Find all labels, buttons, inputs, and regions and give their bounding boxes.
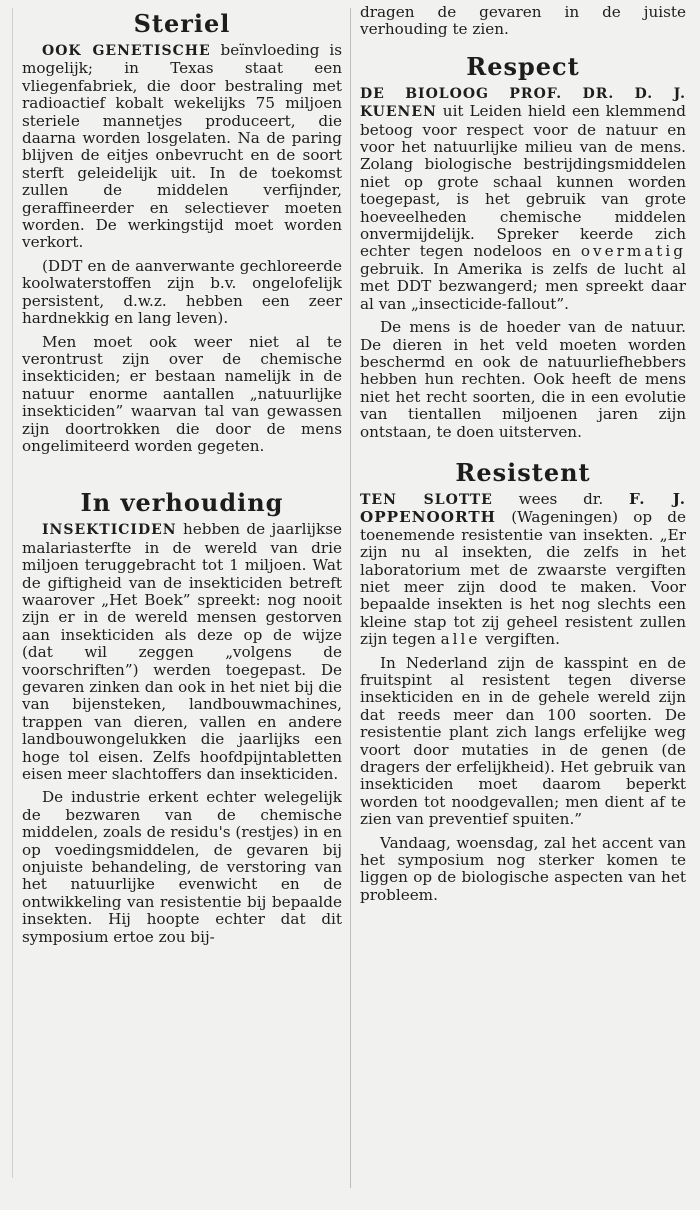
lead-words: TEN SLOTTE [360, 491, 493, 508]
paragraph-text: gebruik. In Amerika is zelfs de lucht al met DDT bezwangerd; men spreekt daar al van „insecticide-fallout”. [360, 259, 686, 313]
left-margin-rule [12, 8, 13, 1178]
article-paragraph [360, 491, 686, 649]
article-paragraph [360, 85, 686, 313]
paragraph-text: beïnvloeding is mogelijk; in Texas staat een vliegenfabriek, die door bestraling met radioactief kobalt wekelijks 75 miljoen steriele mannetjes produceert, die daarna worden losgelaten. Na de paring blijven de eitjes onbevrucht en de soort sterft geleidelijk uit. In de toekomst zullen de middelen verfijnder, geraffineerder en selectiever moeten worden. De werkingstijd moet worden verkort. [22, 41, 342, 252]
person-name: F. J. OPPENOORTH [360, 489, 687, 527]
article-paragraph: In Nederland zijn de kasspint en de fruitspint al resistent tegen diverse insekticiden en in de gehele wereld zijn dat reeds meer dan 100 soorten. De resistentie plant zich langs erfelijke weg voort door mutaties in de genen (de dragers der erfelijkheid). Het gebruik van insekticiden moet daarom beperkt worden tot noodgevallen; men dient af te zien van preventief spuiten.” [360, 653, 686, 829]
emphasized-word: alle [440, 630, 481, 649]
article-paragraph: Vandaag, woensdag, zal het accent van het symposium nog sterker komen te liggen op de biologische aspecten van het probleem. [360, 833, 686, 904]
continued-text: dragen de gevaren in de juiste verhouding te zien. [360, 3, 686, 39]
section-heading-steriel: Steriel [133, 9, 231, 38]
paragraph-text: vergiften. [485, 630, 560, 649]
article-paragraph [22, 42, 342, 252]
paragraph-text: (Wageningen) op de toenemende resistentie van insekten. „Er zijn nu al insekten, die zelfs in het laboratorium met de zwaarste vergiften niet meer zijn dood te maken. Voor bepaalde insekten is het nog slechts een kleine stap tot zij geheel resistent zullen zijn tegen [360, 508, 686, 649]
column-divider [350, 8, 351, 1188]
article-paragraph [22, 521, 342, 783]
emphasized-word: overmatig [580, 242, 686, 261]
article-paragraph: De industrie erkent echter welegelijk de bezwaren van de chemische middelen, zoals de residu's (restjes) in en op voedingsmiddelen, de gevaren bij onjuiste behandeling, de verstoring van het natuurlijke evenwicht en de ontwikkeling van resistentie bij bepaalde insekten. Hij hoopte echter dat dit symposium ertoe zou bij- [22, 788, 342, 946]
lead-words: INSEKTICIDEN [42, 522, 177, 539]
article-paragraph: Men moet ook weer niet al te verontrust zijn over de chemische insekticiden; er bestaan namelijk in de natuur enorme aantallen „natuurlijke insekticiden” waarvan tal van gewassen zijn doortrokken die door de mens ongelimiteerd worden gegeten. [22, 332, 342, 455]
paragraph-text: uit Leiden hield een klemmend betoog voor respect voor de natuur en voor het natuurlijke milieu van de mens. Zolang biologische bestrijdingsmiddelen niet op grote schaal kunnen worden toegepast, is het gebruik van grote hoeveelheden chemische middelen onvermijdelijk. Spreker keerde zich echter tegen nodeloos en [360, 102, 687, 261]
left-column [22, 4, 342, 952]
lead-words: OOK GENETISCHE [42, 43, 211, 59]
section-heading-in-verhouding: In verhouding [80, 488, 284, 518]
right-column [360, 4, 686, 910]
section-heading-resistent: Resistent [455, 457, 591, 487]
article-paragraph: De mens is de hoeder van de natuur. De dieren in het veld moeten worden beschermd en ook de natuurliefhebbers hebben hun rechten. Ook heeft de mens niet het recht soorten, die in een evolutie van tientallen miljoenen jaren zijn ontstaan, te doen uitsterven. [360, 318, 686, 441]
lead-words: DE BIOLOOG PROF. DR. D. J. KUENEN [360, 85, 686, 121]
article-paragraph: (DDT en de aanverwante gechloreerde koolwaterstoffen zijn b.v. ongelofelijk persistent, d.w.z. hebben een zeer hardnekkig en lang leven). [22, 256, 342, 328]
paragraph-text: wees dr. [518, 489, 604, 508]
paragraph-text: hebben de jaarlijkse malariasterfte in de wereld van drie miljoen teruggebracht tot 1 miljoen. Wat de giftigheid van de insekticiden betreft waarover „Het Boek” spreekt: nog nooit zijn er in de wereld mensen gestorven aan insekticiden als deze op de wijze (dat wil zeggen „volgens de voorschriften”) werden toegepast. De gevaren zinken dan ook in het niet bij die van bijensteken, landbouwmachines, trappen van dieren, vallen en andere landbouwongelukken die jaarlijks een hoge tol eisen. Zelfs hoofdpijntabletten eisen meer slachtoffers dan insekticiden. [22, 520, 342, 784]
section-heading-respect: Respect [466, 51, 580, 81]
